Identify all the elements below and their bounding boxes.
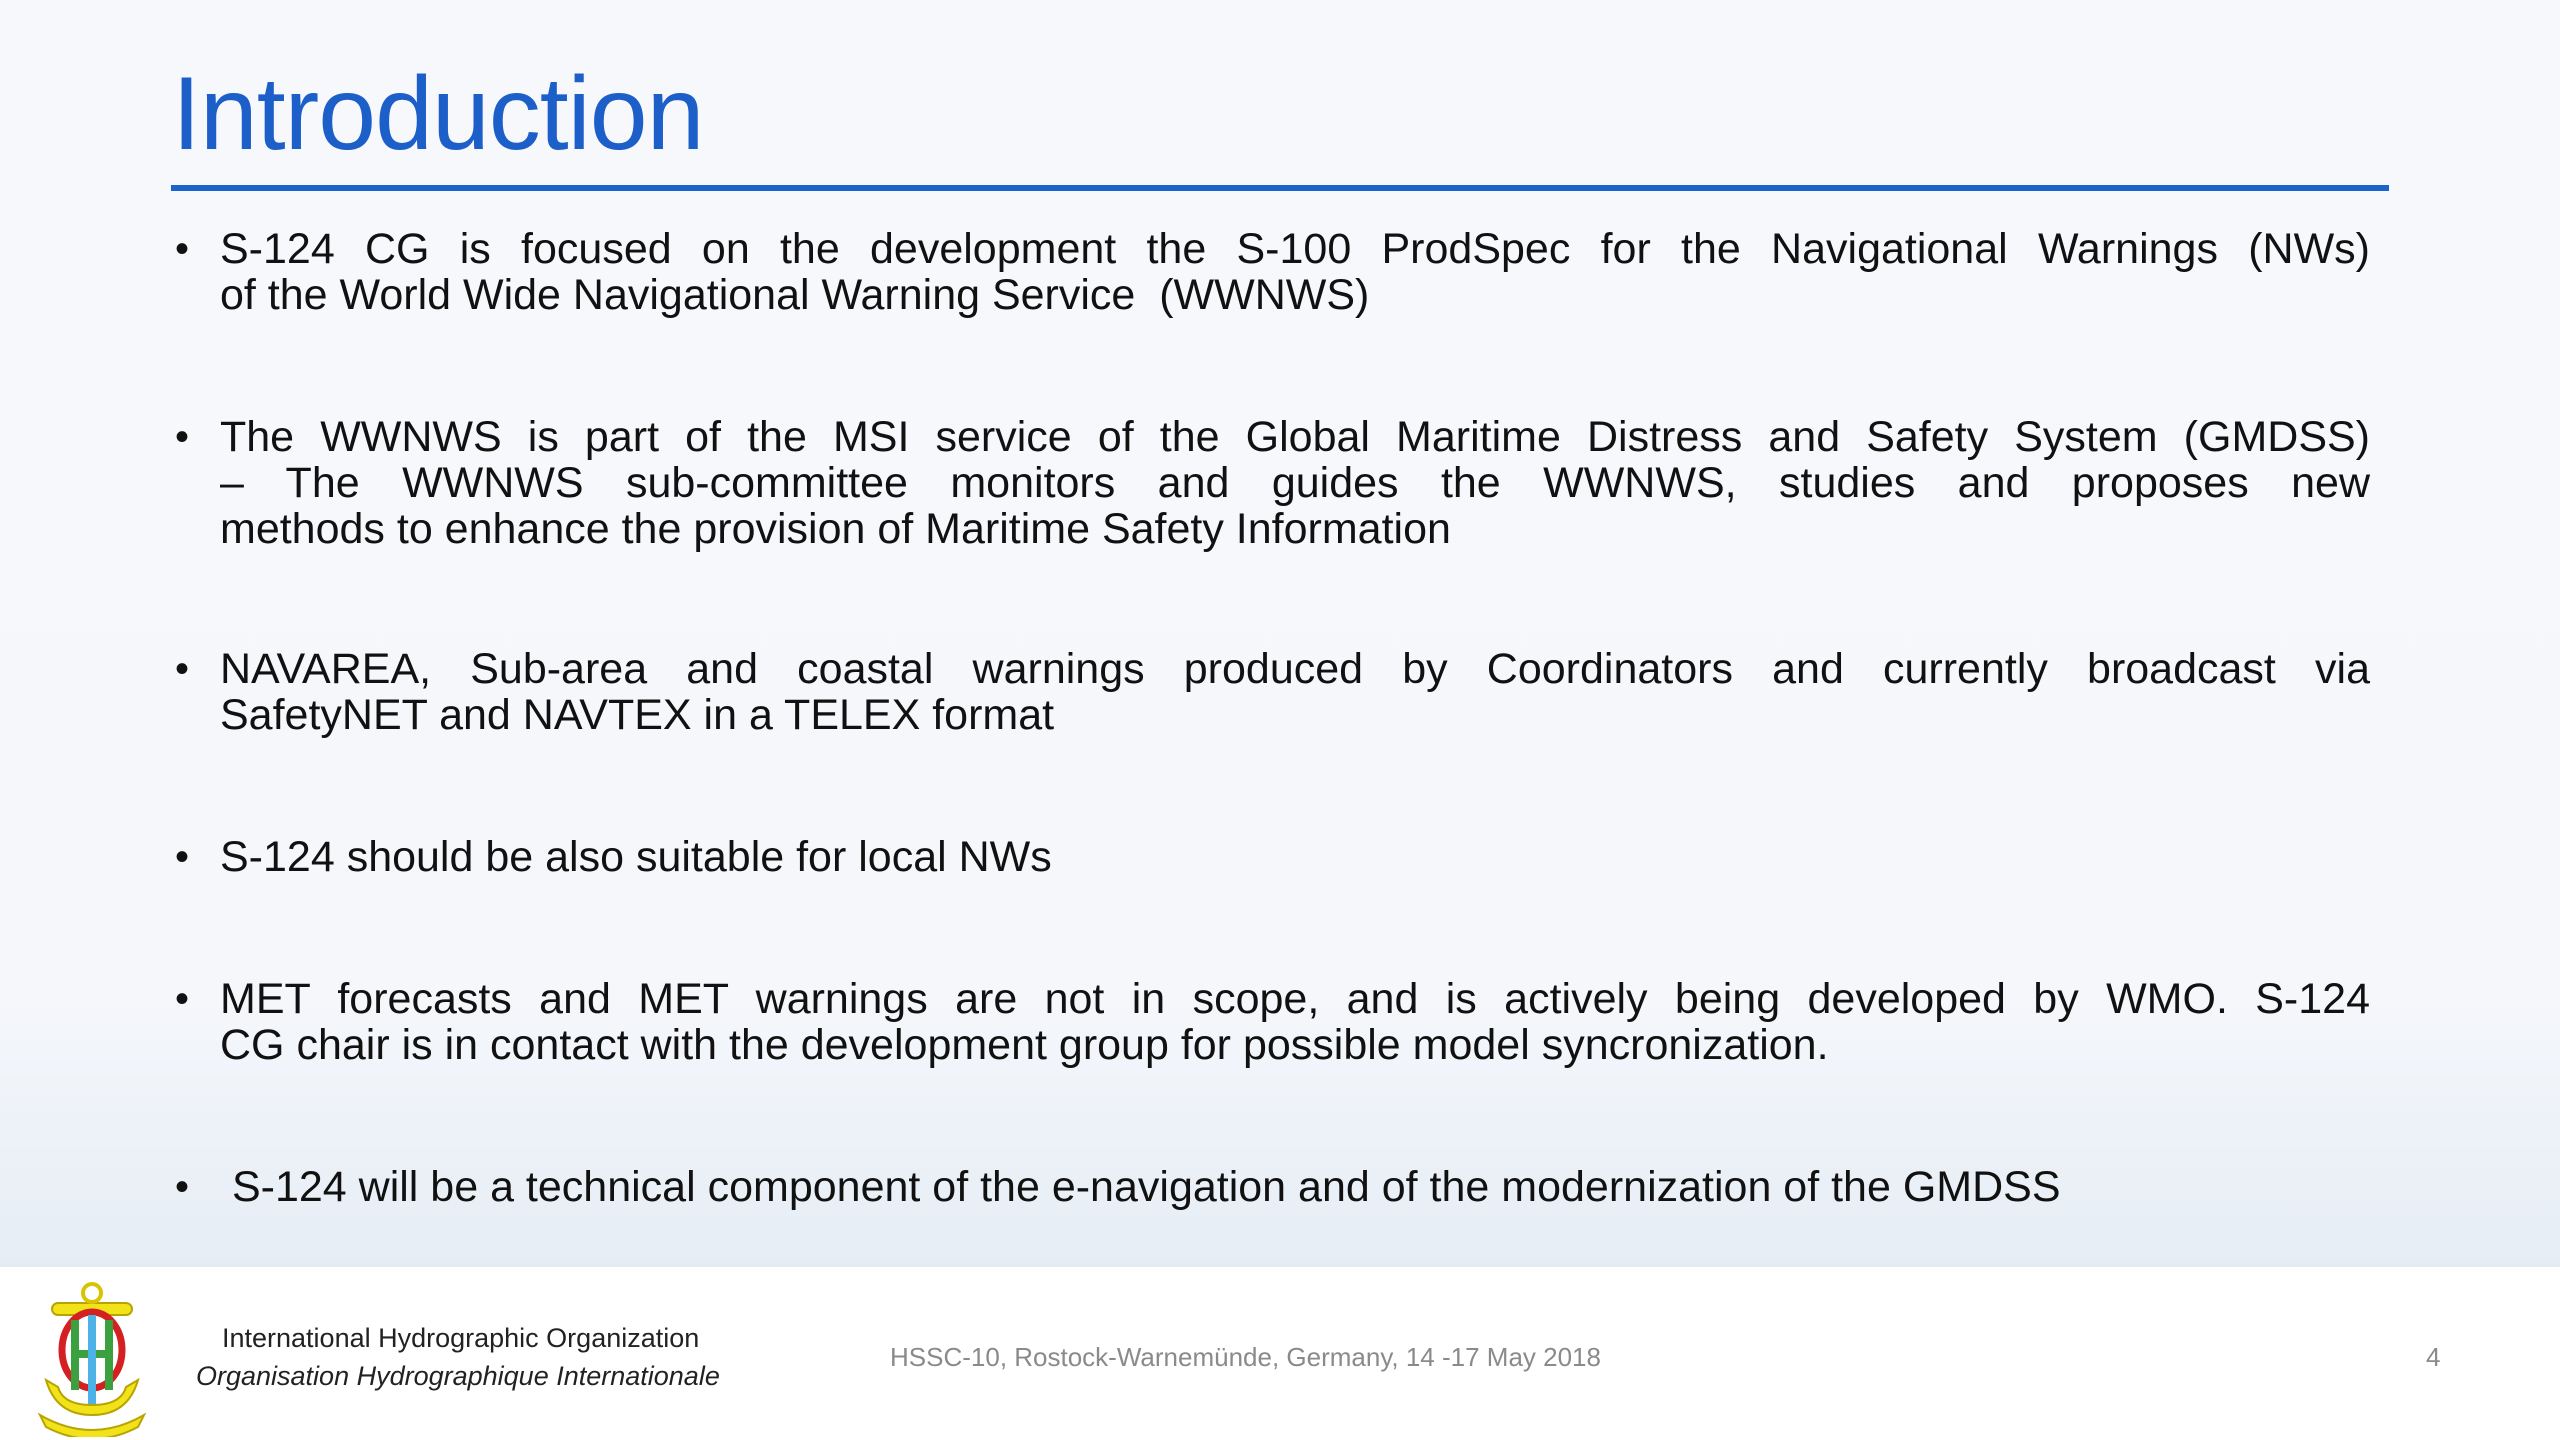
iho-logo-icon	[26, 1275, 158, 1437]
org-name-french: Organisation Hydrographique Internationale	[196, 1361, 720, 1391]
bullet-item	[175, 646, 2370, 738]
bullet-text-line: MET forecasts and MET warnings are not in scope, and is actively being developed by WMO. S-124	[220, 975, 2370, 1023]
page-number: 4	[2426, 1342, 2441, 1372]
bullet-item	[175, 414, 2370, 552]
title-underline	[171, 185, 2389, 191]
bullet-item	[175, 226, 2370, 318]
bullet-marker: •	[175, 977, 190, 1021]
bullet-marker: •	[175, 835, 190, 879]
bullet-text-line: NAVAREA, Sub-area and coastal warnings produced by Coordinators and currently broadcast via	[220, 645, 2370, 693]
bullet-text-line: S-124 should be also suitable for local NWs	[220, 833, 1052, 881]
bullet-text-line: – The WWNWS sub-committee monitors and guides the WWNWS, studies and proposes new	[220, 459, 2370, 507]
event-info: HSSC-10, Rostock-Warnemünde, Germany, 14 -17 May 2018	[890, 1342, 1601, 1372]
bullet-marker: •	[175, 415, 190, 459]
bullet-text-line: SafetyNET and NAVTEX in a TELEX format	[220, 691, 1055, 739]
bullet-text-line: S-124 CG is focused on the development the S-100 ProdSpec for the Navigational Warnings (NWs)	[220, 225, 2370, 273]
org-name-english: International Hydrographic Organization	[222, 1323, 700, 1353]
bullet-item	[175, 1164, 2370, 1210]
bullet-item	[175, 834, 2370, 880]
bullet-text-line: S-124 will be a technical component of the e-navigation and of the modernization of the GMDSS	[220, 1163, 2061, 1211]
bullet-marker: •	[175, 1165, 190, 1209]
bullet-text-line: The WWNWS is part of the MSI service of the Global Maritime Distress and Safety System (GMDSS)	[220, 413, 2370, 461]
bullet-marker: •	[175, 647, 190, 691]
bullet-marker: •	[175, 227, 190, 271]
bullet-text-line: CG chair is in contact with the development group for possible model syncronization.	[220, 1021, 1829, 1069]
slide-footer	[0, 1267, 2560, 1440]
slide-title: Introduction	[172, 56, 704, 172]
bullet-text-line: of the World Wide Navigational Warning Service (WWNWS)	[220, 271, 1370, 319]
bullet-text-line: methods to enhance the provision of Maritime Safety Information	[220, 505, 1451, 553]
bullet-item	[175, 976, 2370, 1068]
